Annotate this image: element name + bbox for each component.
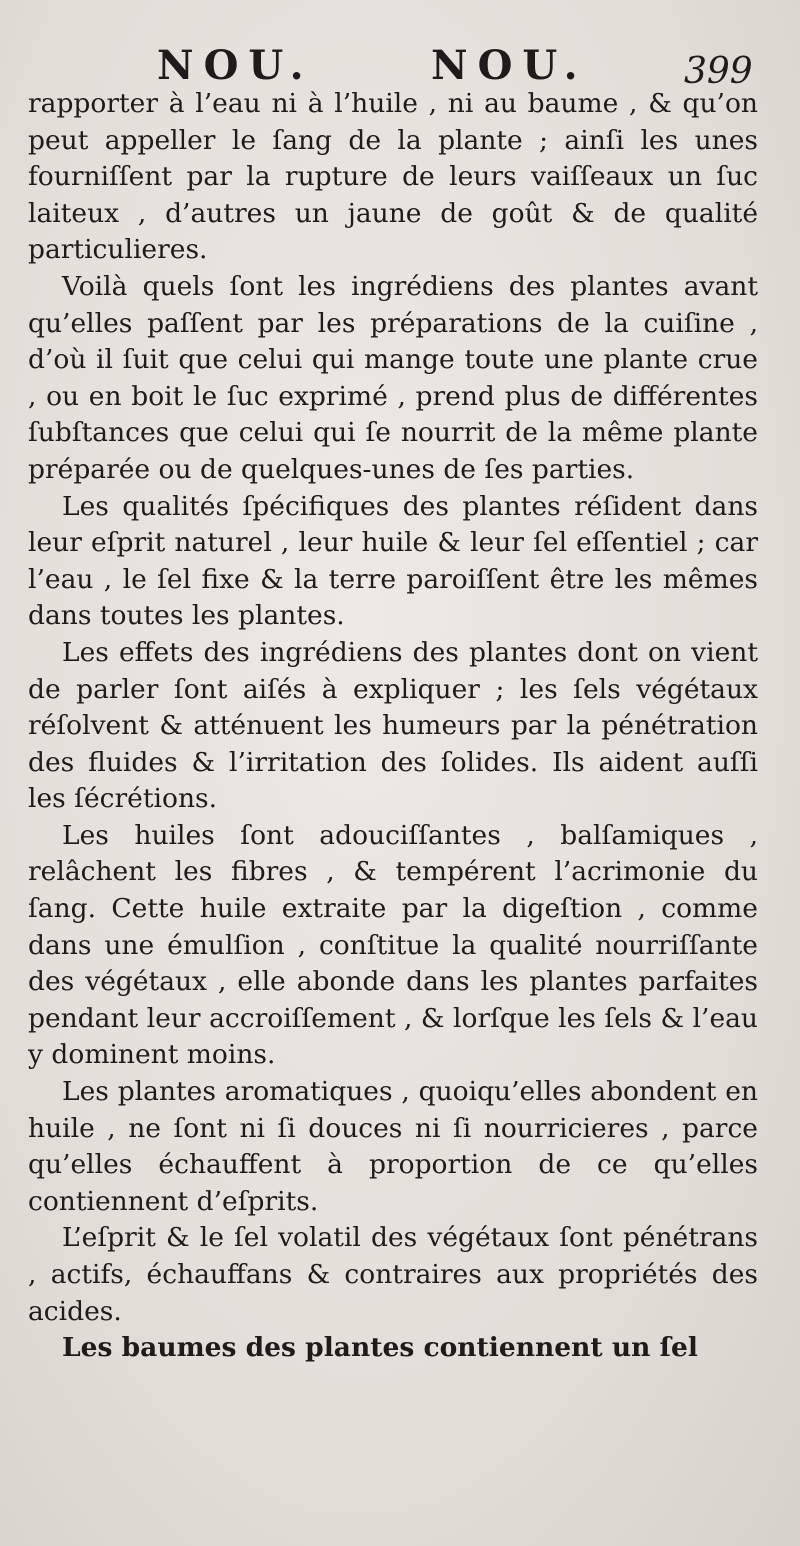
paragraph: Voilà quels ſont les ingrédiens des plantes avant qu’elles paſſent par les préparations de la cuiſine , d’où il ſuit que celui qui mange toute une plante crue , ou en boit le ſuc exprimé , prend plus de différentes ſubſtances que celui qui ſe nourrit de la même plante préparée ou de quelques-unes de ſes parties. — [28, 270, 758, 485]
running-head-left: NOU. — [157, 42, 314, 89]
paragraph-last-line: Les baumes des plantes contiennent un ſel — [62, 1332, 698, 1364]
body-text — [28, 86, 758, 1367]
paragraph: L’eſprit & le ſel volatil des végétaux ſont pénétrans , actifs, échauffans & contraires aux propriétés des acides. — [28, 1222, 758, 1327]
paragraph-continuation: rapporter à l’eau ni à l’huile , ni au baume , & qu’on peut appeller le ſang de la plante ; ainſi les unes fourniſſent par la rupture de leurs vaiſſeaux un ſuc laiteux , d’autres un jaune de goût & de qualité particulieres. — [28, 88, 758, 266]
paragraph: Les qualités ſpécifiques des plantes réſident dans leur eſprit naturel , leur huile & leur ſel eſſentiel ; car l’eau , le ſel fixe & la terre paroiſſent être les mêmes dans toutes les plantes. — [28, 490, 758, 632]
paragraph: Les huiles ſont adouciſſantes , balſamiques , relâchent les fibres , & tempérent l’acrimonie du ſang. Cette huile extraite par la digeſtion , comme dans une émulſion , conſtitue la qualité nourriſſante des végétaux , elle abonde dans les plantes parfaites pendant leur accroiſſement , & lorſque les ſels & l’eau y dominent moins. — [28, 819, 758, 1071]
paragraph: Les effets des ingrédiens des plantes dont on vient de parler ſont aiſés à expliquer ; les ſels végétaux réſolvent & atténuent les humeurs par la pénétration des fluides & l’irritation des ſolides. Ils aident auſſi les ſécrétions. — [28, 636, 758, 815]
page-number: 399 — [684, 51, 753, 92]
paragraph: Les plantes aromatiques , quoiqu’elles abondent en huile , ne ſont ni ſi douces ni ſi nourricieres , parce qu’elles échauffent à proportion de ce qu’elles contiennent d’eſprits. — [28, 1076, 758, 1217]
running-head-right: NOU. — [431, 42, 588, 89]
